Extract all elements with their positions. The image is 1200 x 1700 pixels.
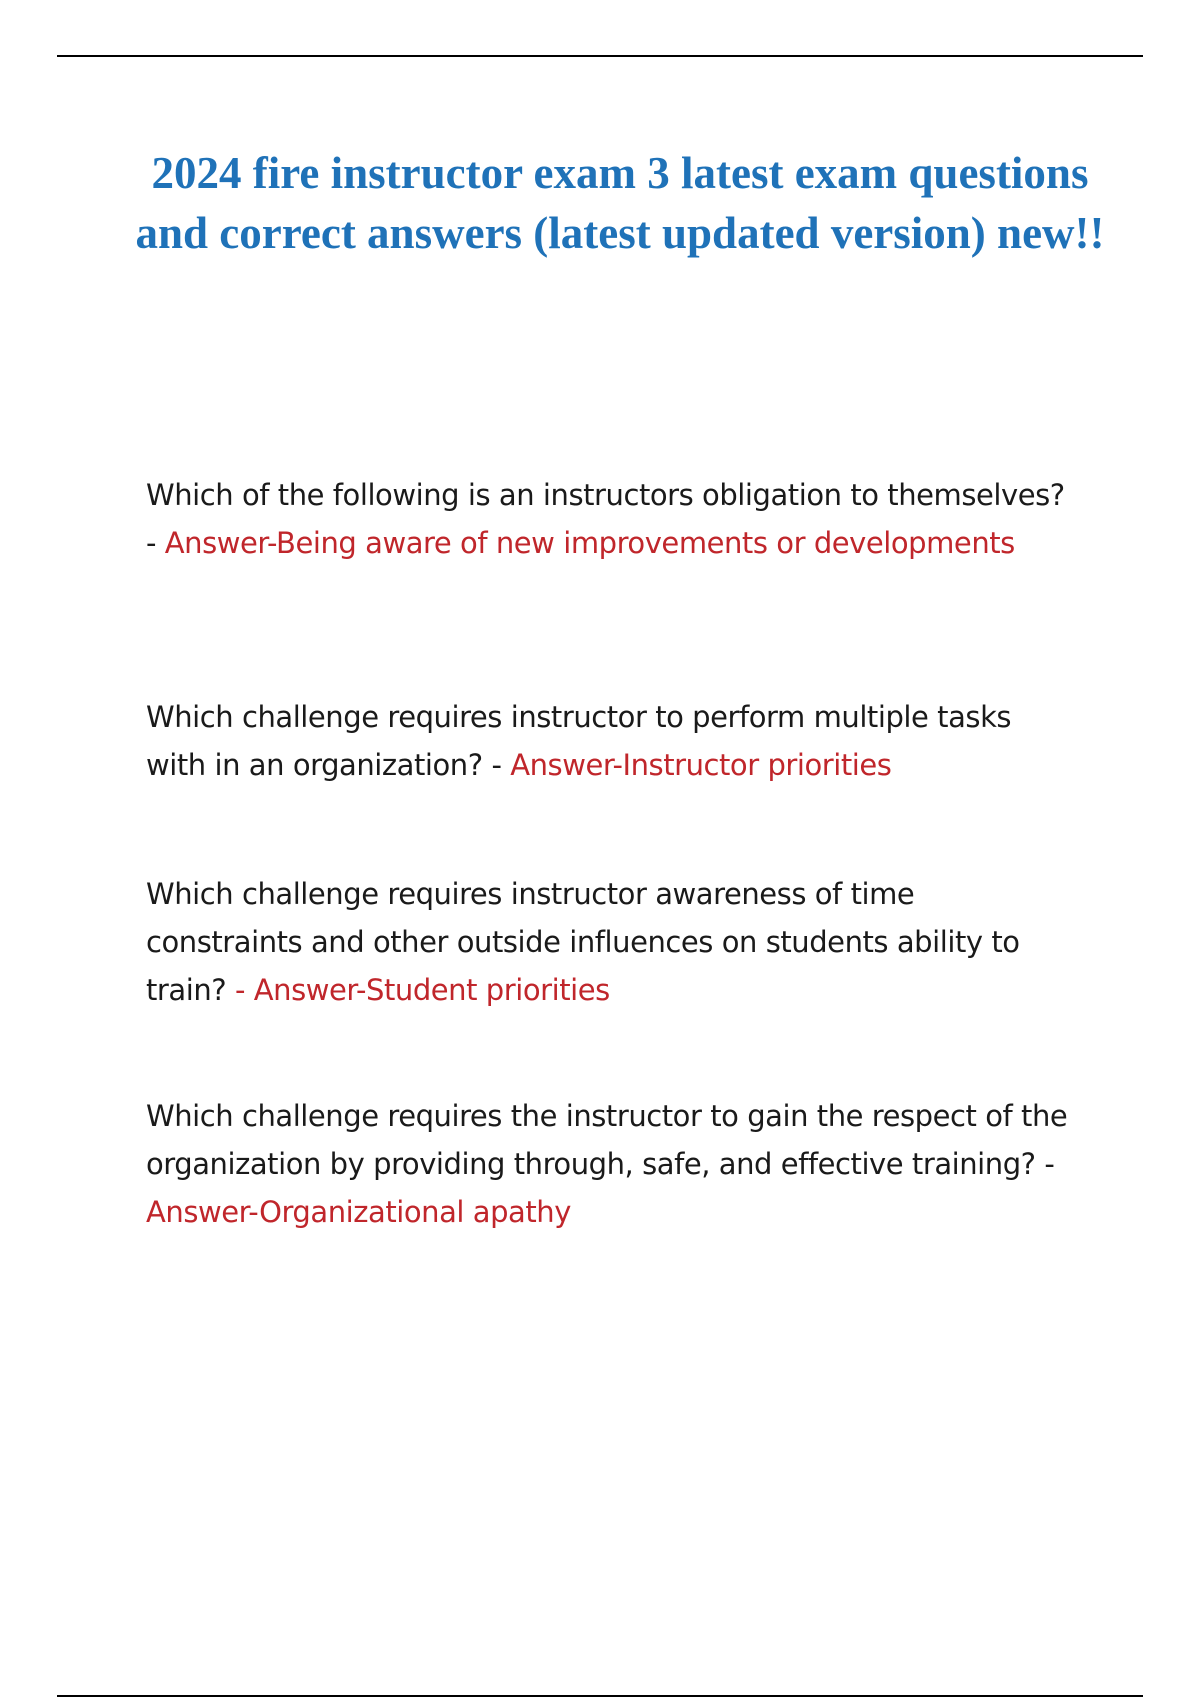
qa-item [146, 870, 1076, 1014]
top-rule [57, 55, 1143, 57]
question-text: Which challenge requires the instructor to gain the respect of the organization by providing through, safe, and effective training? - [146, 1099, 1068, 1181]
qa-item [146, 693, 1076, 789]
question-text: Which challenge requires instructor awareness of time constraints and other outside influences on students ability to train? [146, 877, 1020, 1007]
question-text: Which challenge requires instructor to perform multiple tasks with in an organization? - [146, 700, 1012, 782]
answer-text: Answer-Organizational apathy [146, 1195, 571, 1229]
bottom-rule [57, 1695, 1143, 1697]
qa-item [146, 1092, 1076, 1236]
qa-item [146, 471, 1076, 567]
document-title: 2024 fire instructor exam 3 latest exam questions and correct answers (latest updated version) new!! [135, 148, 1105, 258]
answer-text: Answer-Being aware of new improvements or developments [164, 526, 1015, 560]
answer-text: Answer-Instructor priorities [510, 748, 892, 782]
question-text: Which of the following is an instructors obligation to themselves? - [146, 478, 1065, 560]
answer-text: - Answer-Student priorities [234, 973, 610, 1007]
